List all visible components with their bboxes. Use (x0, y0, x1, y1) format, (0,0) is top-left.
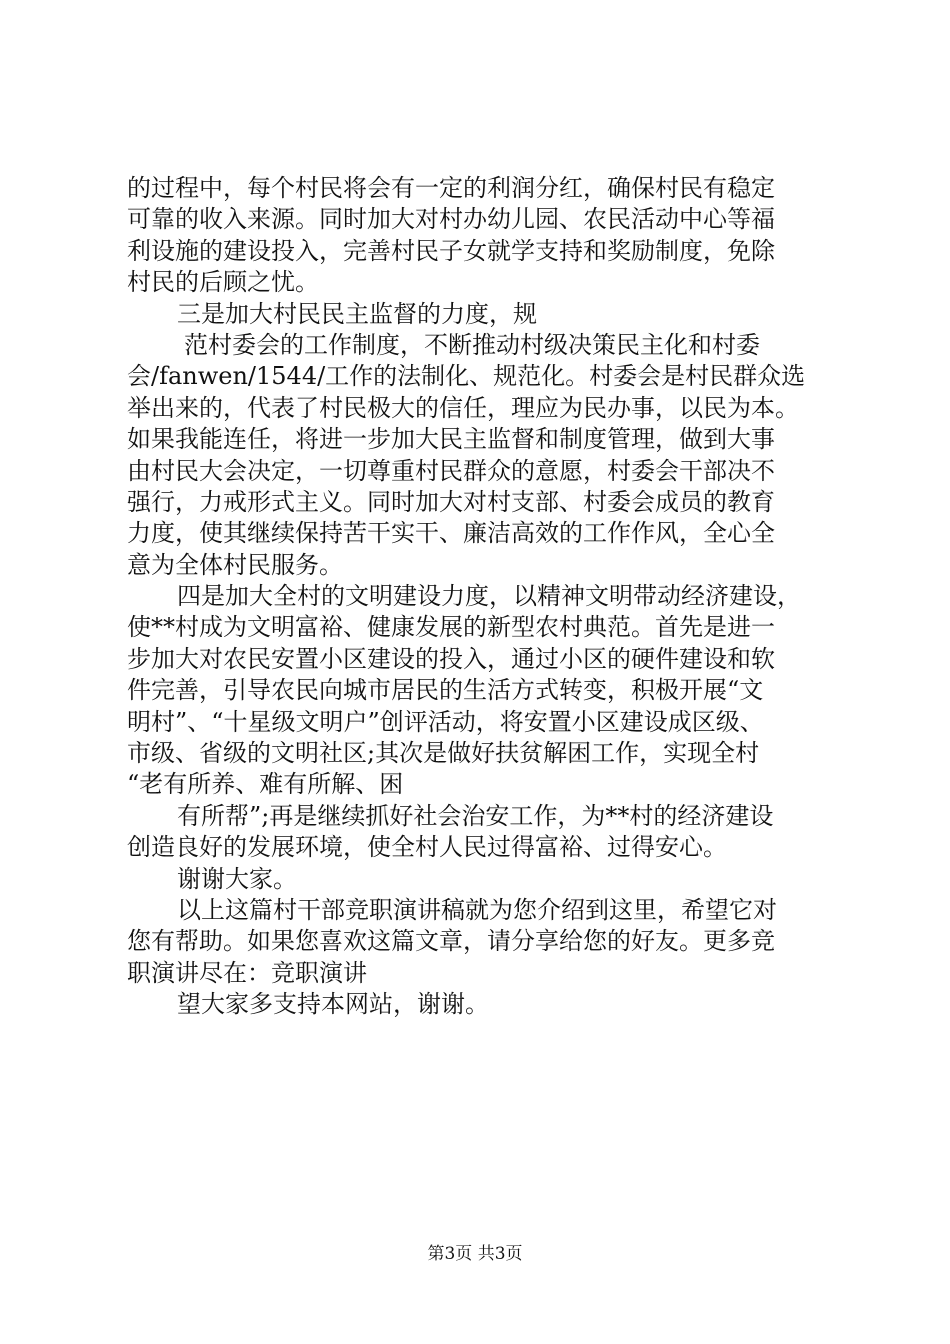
paragraph-start-line: 范村委会的工作制度，不断推动村级决策民主化和村委 (184, 330, 760, 359)
text-line: 创造良好的发展环境，使全村人民过得富裕、过得安心。 (127, 833, 727, 862)
text-line: 您有帮助。如果您喜欢这篇文章，请分享给您的好友。更多竞 (127, 927, 775, 956)
page-number-footer: 第3页 共3页 (427, 1244, 523, 1264)
text-line: 村民的后顾之忧。 (127, 268, 319, 297)
text-line: 可靠的收入来源。同时加大对村办幼儿园、农民活动中心等福 (127, 205, 775, 234)
text-line: 强行，力戒形式主义。同时加大对村支部、村委会成员的教育 (127, 487, 775, 516)
text-line: 举出来的，代表了村民极大的信任，理应为民办事，以民为本。 (127, 393, 799, 422)
paragraph-start-line: 以上这篇村干部竞职演讲稿就为您介绍到这里，希望它对 (177, 895, 777, 924)
text-line: “老有所养、难有所解、困 (127, 770, 404, 799)
text-line: 如果我能连任，将进一步加大民主监督和制度管理，做到大事 (127, 425, 775, 454)
paragraph-start-line: 四是加大全村的文明建设力度，以精神文明带动经济建设， (177, 582, 801, 611)
text-line: 明村”、“十星级文明户”创评活动，将安置小区建设成区级、 (127, 707, 764, 736)
text-line: 力度，使其继续保持苦干实干、廉洁高效的工作作风，全心全 (127, 519, 775, 548)
text-line: 市级、省级的文明社区;其次是做好扶贫解困工作，实现全村 (127, 739, 760, 768)
text-line: 利设施的建设投入，完善村民子女就学支持和奖励制度，免除 (127, 236, 775, 265)
text-line: 由村民大会决定，一切尊重村民群众的意愿，村委会干部决不 (127, 456, 775, 485)
text-line: 会/fanwen/1544/工作的法制化、规范化。村委会是村民群众选 (127, 362, 806, 391)
text-line: 职演讲尽在：竞职演讲 (127, 958, 367, 987)
text-line: 的过程中，每个村民将会有一定的利润分红，确保村民有稳定 (127, 174, 775, 202)
paragraph-start-line: 三是加大村民民主监督的力度，规 (177, 299, 537, 328)
text-line: 件完善，引导农民向城市居民的生活方式转变，积极开展“文 (127, 676, 764, 705)
text-line: 意为全体村民服务。 (127, 550, 343, 579)
text-line: 使**村成为文明富裕、健康发展的新型农村典范。首先是进一 (127, 613, 775, 642)
paragraph-start-line: 有所帮”;再是继续抓好社会治安工作，为**村的经济建设 (177, 801, 774, 830)
paragraph-start-line: 谢谢大家。 (177, 864, 297, 893)
document-body (127, 173, 847, 1021)
text-line: 步加大对农民安置小区建设的投入，通过小区的硬件建设和软 (127, 644, 775, 673)
paragraph-start-line: 望大家多支持本网站，谢谢。 (177, 990, 489, 1019)
